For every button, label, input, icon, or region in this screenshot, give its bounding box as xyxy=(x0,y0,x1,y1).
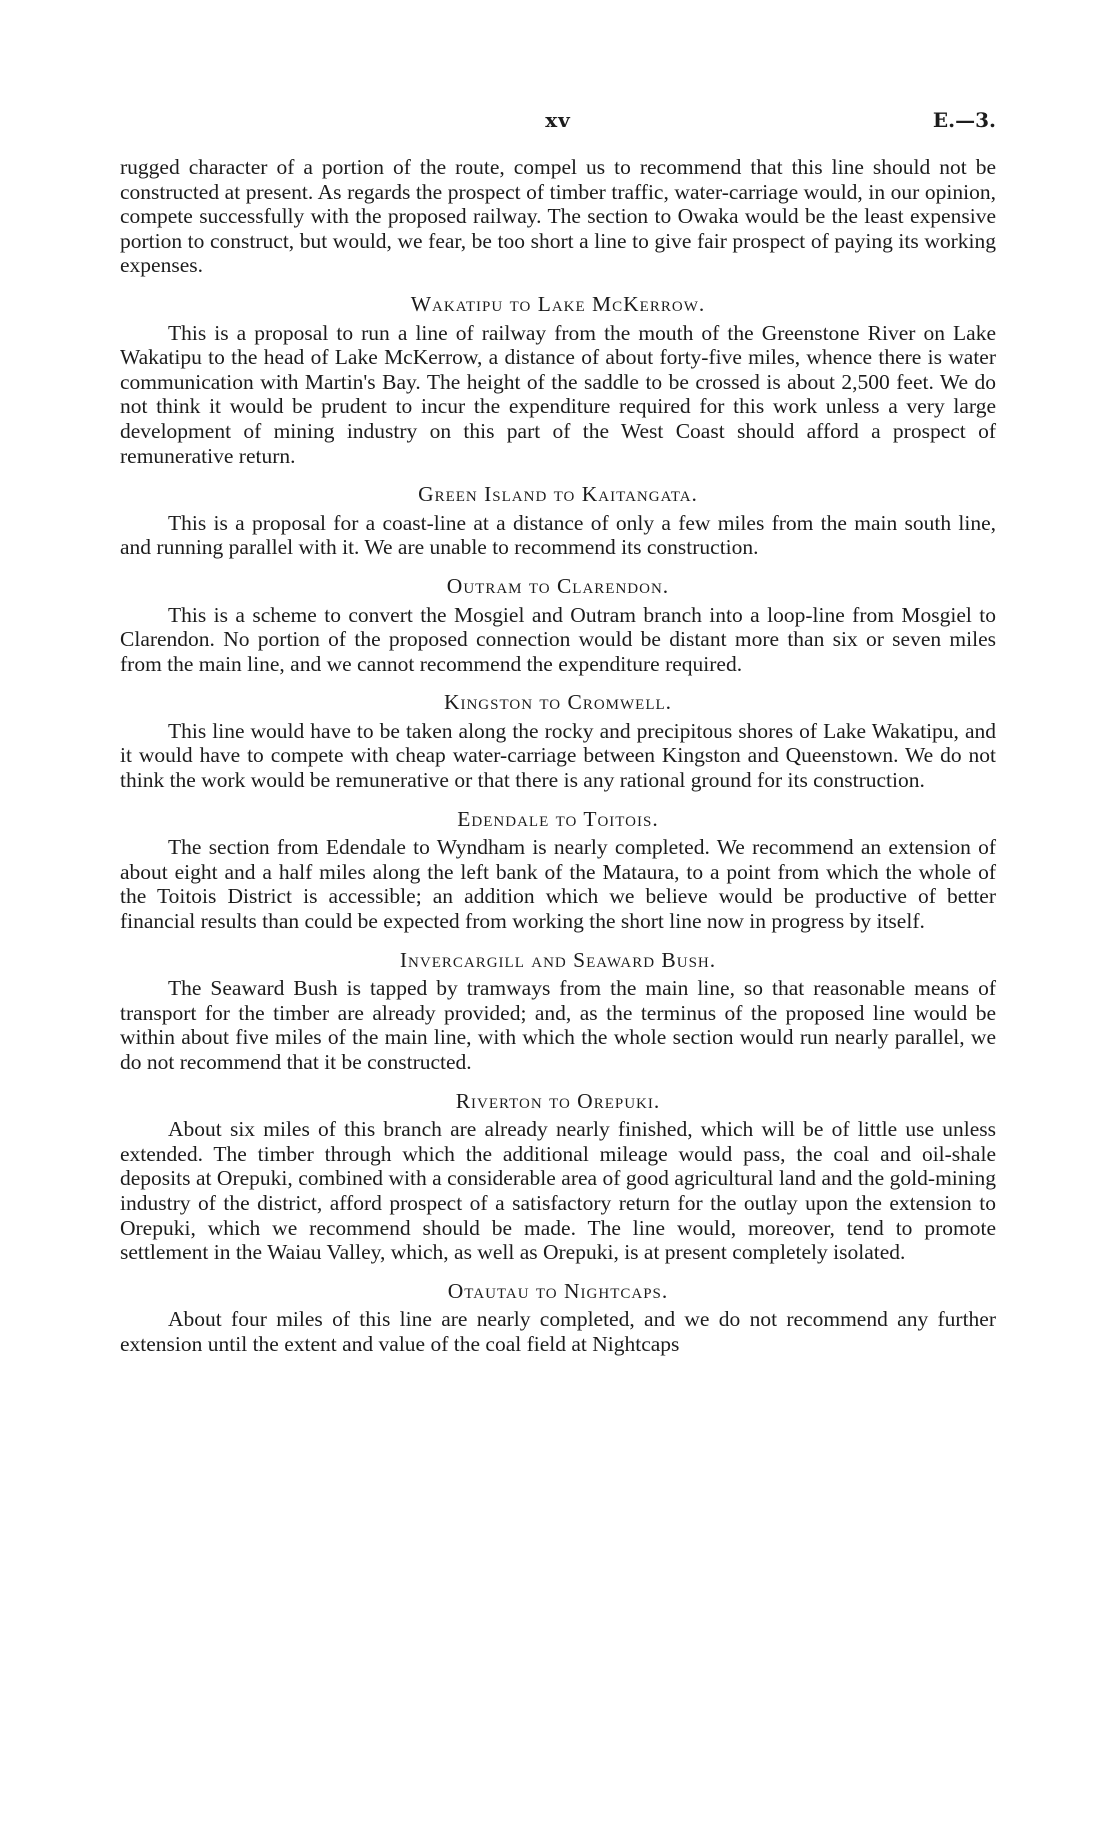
section-heading: Invercargill and Seaward Bush. xyxy=(399,947,717,972)
section-riverton-orepuki xyxy=(120,1089,996,1265)
section-paragraph: This is a proposal to run a line of railway from the mouth of the Greenstone River on Lake Wakatipu to the head of Lake McKerrow, a distance of about forty-five miles, whence there is water communication with Martin's Bay. The height of the saddle to be crossed is about 2,500 feet. We do not think it would be prudent to incur the expenditure required for this work unless a very large development of mining industry on this part of the West Coast should afford a prospect of remunerative return. xyxy=(120,320,996,468)
section-paragraph: The section from Edendale to Wyndham is nearly completed. We recommend an extension of about eight and a half miles along the left bank of the Mataura, to a point from which the whole of the Toitois District is accessible; an addition which we believe would be productive of better financial results than could be expected from working the short line now in progress by itself. xyxy=(120,835,996,934)
section-wakatipu-mckerrow xyxy=(120,292,996,468)
section-heading: Wakatipu to Lake McKerrow. xyxy=(410,291,706,316)
intro-paragraph: rugged character of a portion of the route, compel us to recommend that this line should not be constructed at present. As regards the prospect of timber traffic, water-carriage would, in our opinion, compete successfully with the proposed railway. The section to Owaka would be the least expensive portion to construct, but would, we fear, be too short a line to give fair prospect of paying its working expenses. xyxy=(120,155,996,278)
section-paragraph: The Seaward Bush is tapped by tramways from the main line, so that reasonable means of transport for the timber are already provided; and, as the terminus of the proposed line would be within about five miles of the main line, with which the whole section would run nearly parallel, we do not recommend that it be constructed. xyxy=(120,976,996,1074)
document-reference: E.—3. xyxy=(932,108,996,132)
section-paragraph: About six miles of this branch are already nearly finished, which will be of little use unless extended. The timber through which the additional mileage would pass, the coal and oil-shale deposits at Orepuki, combined with a considerable area of good agricultural land and the gold-mining industry of the district, afford prospect of a satisfactory return for the outlay upon the extension to Orepuki, which we recommend should be made. The line would, moreover, tend to promote settlement in the Waiau Valley, which, as well as Orepuki, is at present completely isolated. xyxy=(120,1117,996,1265)
section-paragraph: This is a proposal for a coast-line at a distance of only a few miles from the main south line, and running parallel with it. We are unable to recommend its construction. xyxy=(120,510,996,560)
section-kingston-cromwell xyxy=(120,690,996,792)
page-number: xv xyxy=(545,108,571,132)
section-paragraph: This is a scheme to convert the Mosgiel and Outram branch into a loop-line from Mosgiel to Clarendon. No portion of the proposed connection would be distant more than six or seven miles from the main line, and we cannot recommend the expenditure required. xyxy=(120,602,996,676)
section-heading: Edendale to Toitois. xyxy=(457,806,659,831)
section-edendale-toitois xyxy=(120,807,996,934)
body-text xyxy=(120,155,996,1357)
section-paragraph: About four miles of this line are nearly completed, and we do not recommend any further extension until the extent and value of the coal field at Nightcaps xyxy=(120,1307,996,1356)
section-heading: Kingston to Cromwell. xyxy=(443,690,673,715)
page-header xyxy=(120,108,996,138)
section-green-island-kaitangata xyxy=(120,482,996,560)
section-invercargill-seaward-bush xyxy=(120,948,996,1075)
section-heading: Otautau to Nightcaps. xyxy=(447,1278,669,1303)
section-heading: Outram to Clarendon. xyxy=(446,573,670,598)
section-paragraph: This line would have to be taken along the rocky and precipitous shores of Lake Wakatipu, and it would have to compete with cheap water-carriage between Kingston and Queenstown. We do not think the work would be remunerative or that there is any rational ground for its construction. xyxy=(120,718,996,793)
section-heading: Riverton to Orepuki. xyxy=(455,1088,661,1113)
section-otautau-nightcaps xyxy=(120,1279,996,1357)
section-outram-clarendon xyxy=(120,574,996,676)
section-heading: Green Island to Kaitangata. xyxy=(418,482,698,507)
